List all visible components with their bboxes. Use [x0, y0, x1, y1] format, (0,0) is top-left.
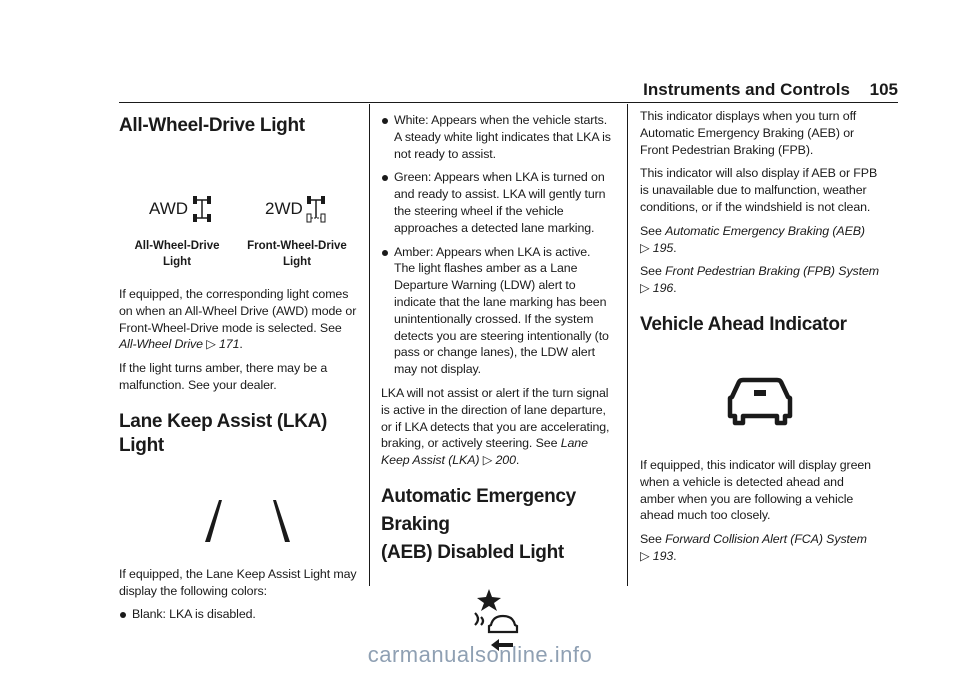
page-ref-icon: ▷: [640, 548, 650, 563]
car-ahead-icon: [489, 616, 517, 632]
see-text: See: [640, 223, 662, 238]
right-lane-line-icon: [273, 500, 290, 542]
aeb-ref-link[interactable]: Automatic Emergency Braking (AEB): [665, 223, 865, 238]
lka-bullet-green: Green: Appears when LKA is turned on and ready to assist. LKA will gently turn the steering wheel if the vehicle approaches a detected lane marking.: [381, 169, 614, 236]
lane-keep-icon: [119, 458, 359, 558]
heading-vehicle-ahead: Vehicle Ahead Indicator: [640, 313, 847, 335]
lka-paragraph-2: LKA will not assist or alert if the turn signal is active in the direction of lane departure, or if LKA detects that you are accelerating, braking, or actively steering. See Lane Keep Assist (LKA) ▷ 200.: [381, 385, 610, 468]
page-number: 105: [869, 80, 898, 99]
2wd-drivetrain-icon: [307, 196, 325, 222]
caption-fwd-line1: Front-Wheel-Drive: [247, 240, 347, 252]
aeb-see-reference: See Automatic Emergency Braking (AEB) ▷ 195.: [640, 223, 865, 255]
fca-ref-page[interactable]: 193: [652, 548, 674, 563]
heading-aeb-line2: (AEB) Disabled Light: [381, 541, 564, 563]
lka-icon-figure: [119, 458, 359, 558]
header-rule: [119, 102, 898, 103]
see-text: See: [640, 532, 662, 547]
caption-fwd-line2: Light: [282, 256, 312, 268]
see-text: See: [640, 264, 662, 279]
awd-p1-text: If equipped, the corresponding light comes on when an All-Wheel Drive (AWD) mode or Front-Wheel-Drive mode is selected. See: [119, 287, 357, 335]
watermark[interactable]: carmanualsonline.info: [367, 642, 593, 667]
fca-ref-link[interactable]: Forward Collision Alert (FCA) System: [665, 532, 867, 547]
awd-p1-ref[interactable]: All-Wheel Drive: [119, 337, 203, 352]
aeb-paragraph-1: This indicator displays when you turn off Automatic Emergency Braking (AEB) or Front Pedestrian Braking (FPB).: [640, 109, 857, 157]
vehicle-ahead-icon: [640, 337, 880, 457]
heading-lka-light: Lane Keep Assist (LKA) Light: [119, 410, 328, 456]
lka-bullet-white: White: Appears when the vehicle starts. A steady white light indicates that LKA is not ready to assist.: [381, 112, 614, 162]
awd-paragraph-2: If the light turns amber, there may be a malfunction. See your dealer.: [119, 361, 328, 392]
lka-paragraph: If equipped, the Lane Keep Assist Light may display the following colors:: [119, 566, 357, 598]
awd-drivetrain-icon: [193, 196, 211, 222]
fca-see-reference: See Forward Collision Alert (FCA) System ▷ 193.: [640, 532, 867, 563]
heading-awd-light: All-Wheel-Drive Light: [119, 115, 305, 136]
drive-mode-icons: [119, 138, 359, 246]
lka-p4-page[interactable]: 200: [495, 453, 516, 468]
vehicle-ahead-figure: [640, 337, 880, 457]
fpb-ref-link[interactable]: Front Pedestrian Braking (FPB) System: [665, 264, 879, 279]
lka-bullet-amber: Amber: Appears when LKA is active. The light flashes amber as a Lane Departure Warning (LDW) alert to indicate that the lane marking has been unintentionally crossed. If the system detects you are steering intentionally (to pass or change lanes), the LDW alert may not display.: [381, 244, 614, 378]
heading-aeb-line1: Automatic Emergency Braking: [381, 485, 576, 535]
page-ref-icon: ▷: [206, 337, 216, 352]
caption-awd: All-Wheel-Drive Light: [134, 240, 220, 268]
column-1: [119, 106, 359, 623]
awd-icons-figure: [119, 138, 359, 246]
column-divider-2: [627, 104, 628, 586]
lka-bullet-blank: Blank: LKA is disabled.: [119, 606, 359, 623]
page-ref-icon: ▷: [640, 240, 650, 255]
page-ref-icon: ▷: [640, 281, 650, 296]
column-3: [640, 106, 880, 565]
awd-paragraph-1: If equipped, the corresponding light comes on when an All-Wheel Drive (AWD) mode or Front-Wheel-Drive mode is selected. See All-Wheel Drive ▷ 171.: [119, 287, 357, 352]
fpb-see-reference: See Front Pedestrian Braking (FPB) System ▷ 196.: [640, 264, 879, 296]
left-lane-line-icon: [205, 500, 222, 542]
column-divider-1: [369, 104, 370, 586]
car-front-icon: [730, 380, 790, 423]
page-header: [0, 80, 960, 102]
section-title: Instruments and Controls: [643, 80, 850, 99]
heading-aeb-disabled: [381, 483, 614, 567]
vehicle-ahead-paragraph: If equipped, this indicator will display green when a vehicle is detected ahead and amber when you are following a vehicle ahead much too closely.: [640, 457, 871, 523]
aeb-paragraph-2: This indicator will also display if AEB or FPB is unavailable due to malfunction, weather conditions, or if the windshield is not clean.: [640, 166, 878, 214]
collision-burst-icon: [477, 589, 501, 611]
radar-wave-icon: [475, 613, 478, 625]
column-2: [381, 106, 614, 667]
page-ref-icon: ▷: [482, 453, 493, 468]
2wd-icon-text: 2WD: [265, 199, 303, 218]
awd-icon-text: AWD: [149, 199, 189, 218]
awd-p1-page[interactable]: 171: [219, 337, 240, 352]
fpb-ref-page[interactable]: 196: [652, 281, 674, 296]
aeb-ref-page[interactable]: 195: [652, 240, 674, 255]
lka-p4-ref[interactable]: Lane Keep Assist (LKA): [381, 436, 588, 468]
lka-p4-text: LKA will not assist or alert if the turn signal is active in the direction of lane departure, or if LKA detects that you are accelerating, braking, or actively steering. See: [381, 385, 610, 451]
